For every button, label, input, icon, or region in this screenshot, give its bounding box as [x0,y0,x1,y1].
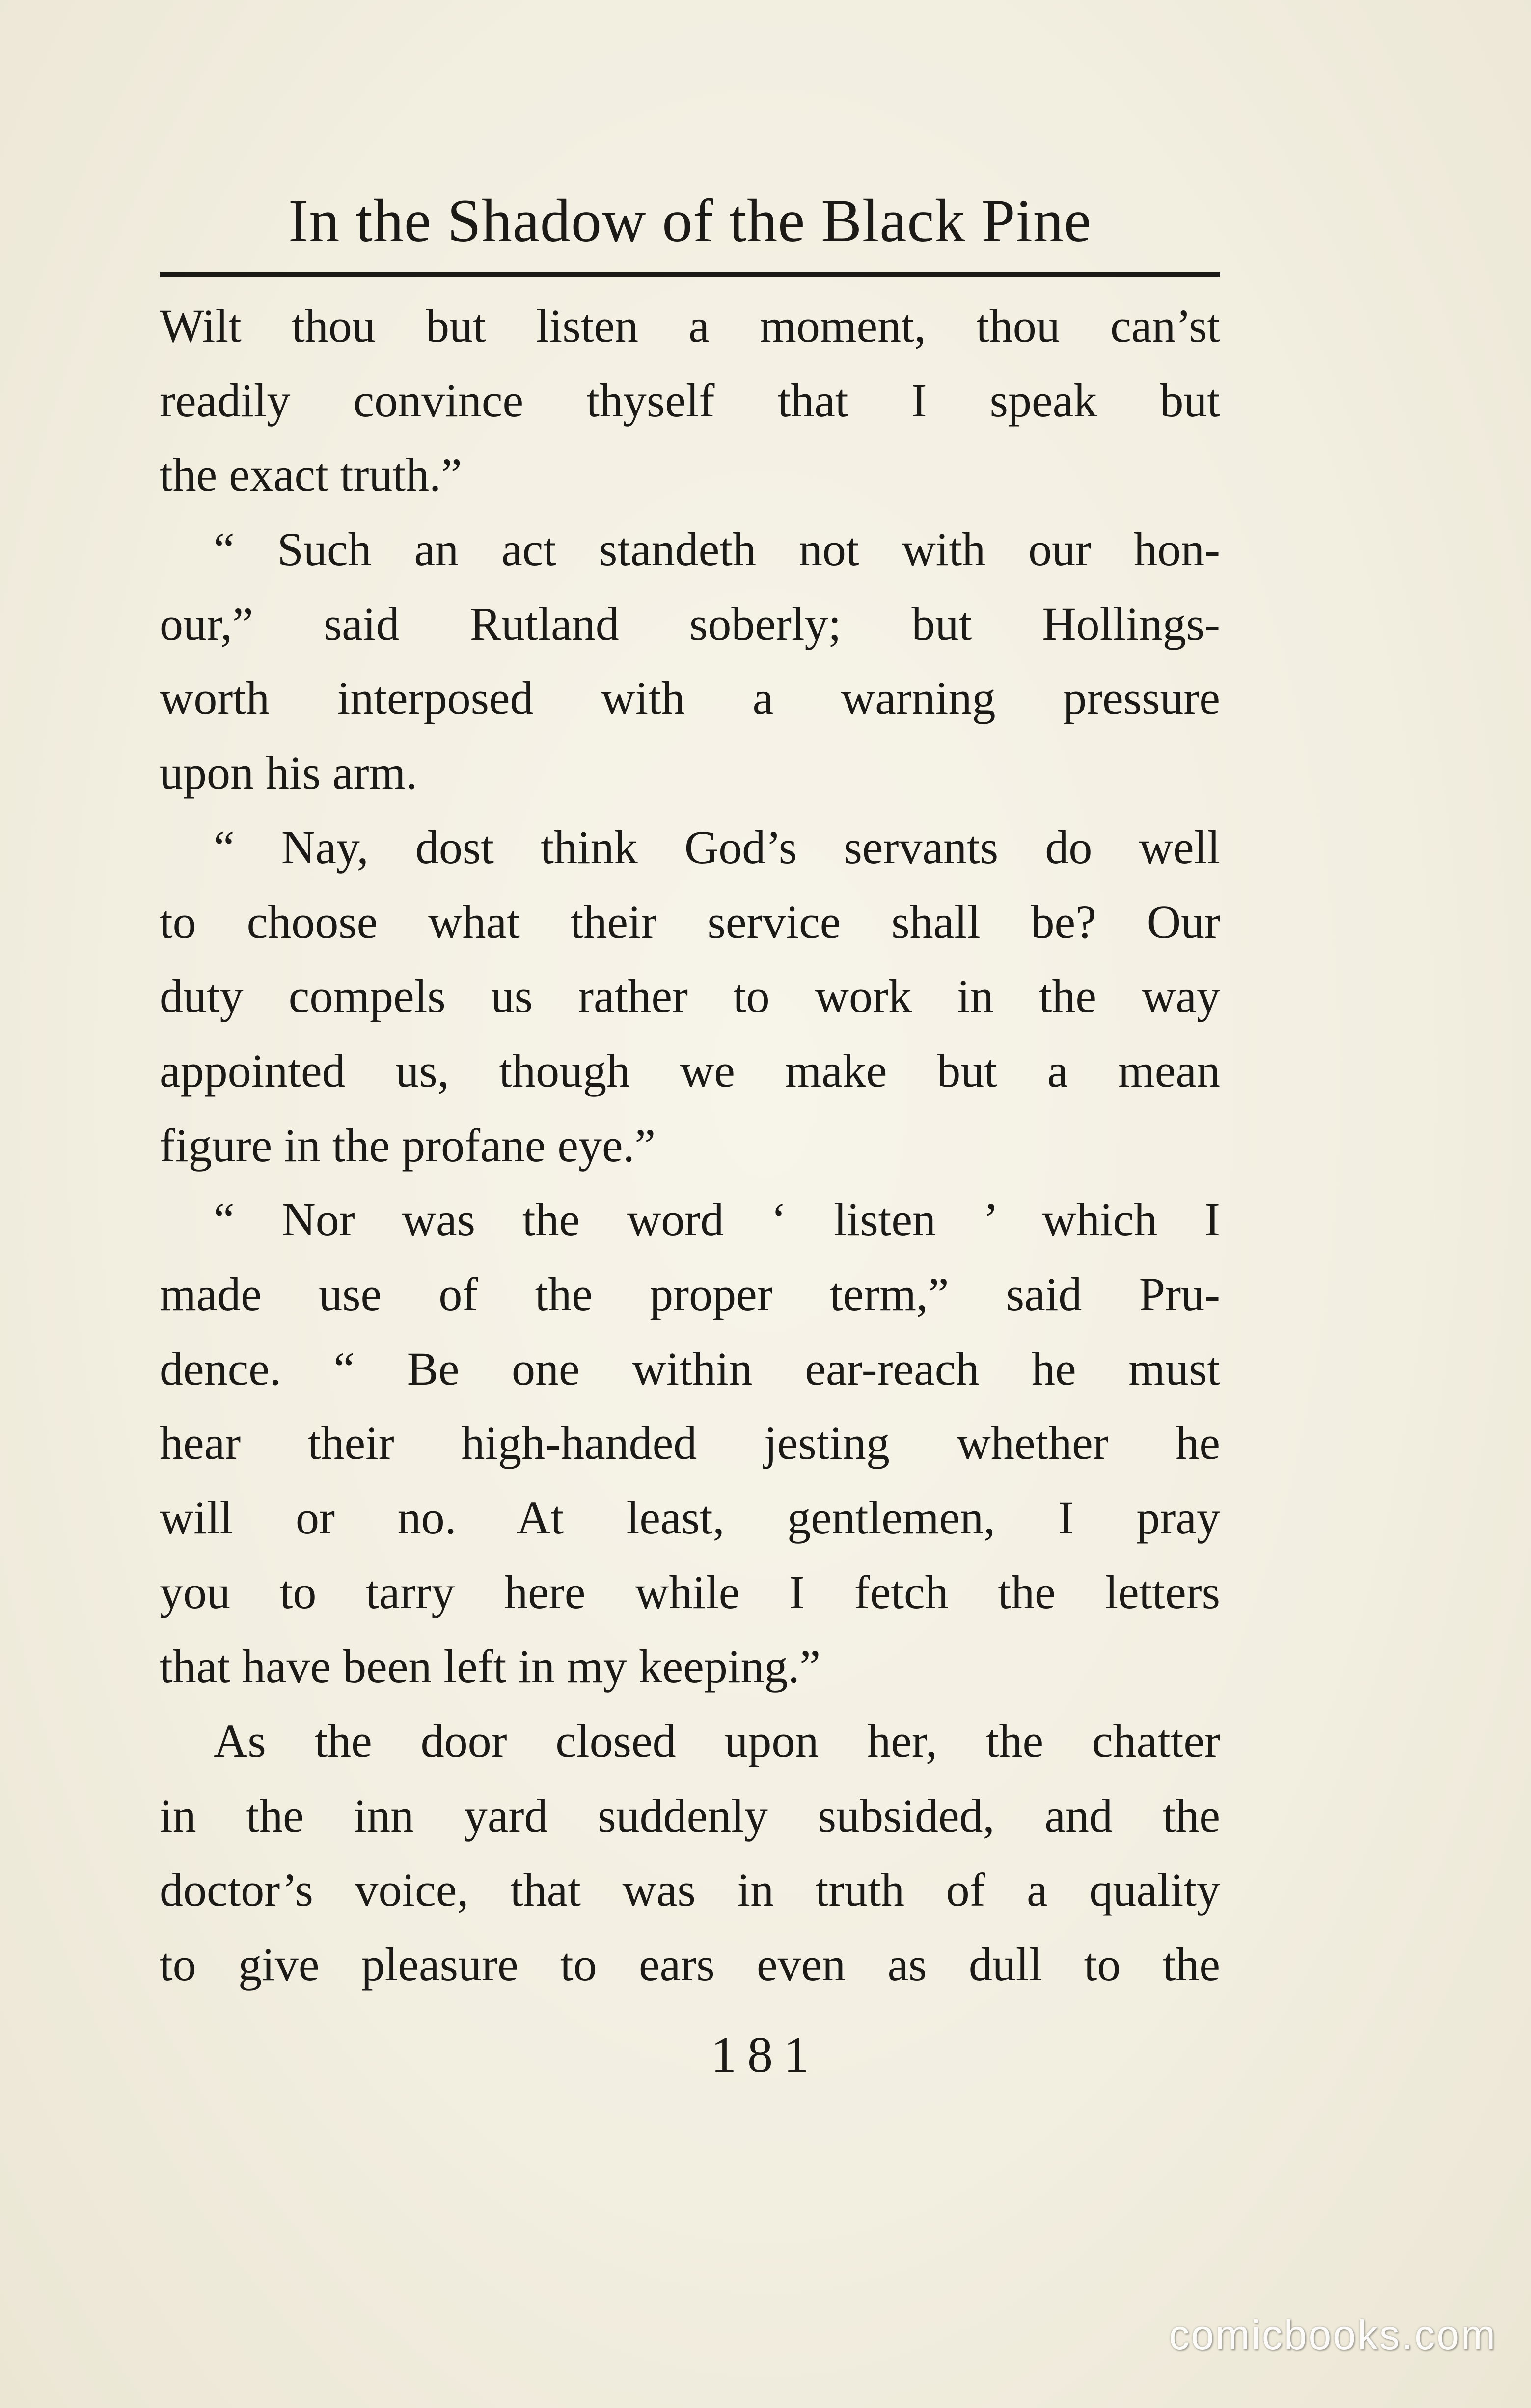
page-number: 181 [711,2026,820,2083]
text-line: our,” said Rutland soberly; but Hollings- [160,597,1220,650]
text-line: made use of the proper term,” said Pru- [160,1267,1220,1320]
text-line: “ Such an act standeth not with our hon- [214,523,1220,576]
text-line: will or no. At least, gentlemen, I pray [160,1491,1220,1544]
text-line: readily convince thyself that I speak but [160,374,1220,427]
text-line: “ Nor was the word ‘ listen ’ which I [214,1193,1220,1246]
text-line: upon his arm. [160,746,418,799]
text-line: to choose what their service shall be? Our [160,895,1220,948]
header-rule [160,272,1220,277]
text-line: “ Nay, dost think God’s servants do well [214,821,1220,874]
watermark-logo: comicbooks.com [1169,2312,1497,2358]
text-line: Wilt thou but listen a moment, thou can’st [160,300,1220,352]
text-line: As the door closed upon her, the chatter [214,1715,1220,1768]
body-text [160,289,1220,2002]
text-line: to give pleasure to ears even as dull to the [160,1938,1220,1991]
text-line: that have been left in my keeping.” [160,1640,821,1693]
text-line: duty compels us rather to work in the way [160,970,1220,1023]
text-line: worth interposed with a warning pressure [160,672,1220,725]
text-line: hear their high-handed jesting whether he [160,1417,1220,1470]
text-line: dence. “ Be one within ear-reach he must [160,1342,1220,1395]
text-line: in the inn yard suddenly subsided, and the [160,1789,1220,1842]
text-line: doctor’s voice, that was in truth of a quality [160,1863,1220,1916]
running-head: In the Shadow of the Black Pine [288,187,1092,254]
text-line: figure in the profane eye.” [160,1119,656,1172]
text-line: the exact truth.” [160,448,462,501]
text-line: appointed us, though we make but a mean [160,1044,1220,1097]
text-line: you to tarry here while I fetch the letters [160,1565,1220,1618]
